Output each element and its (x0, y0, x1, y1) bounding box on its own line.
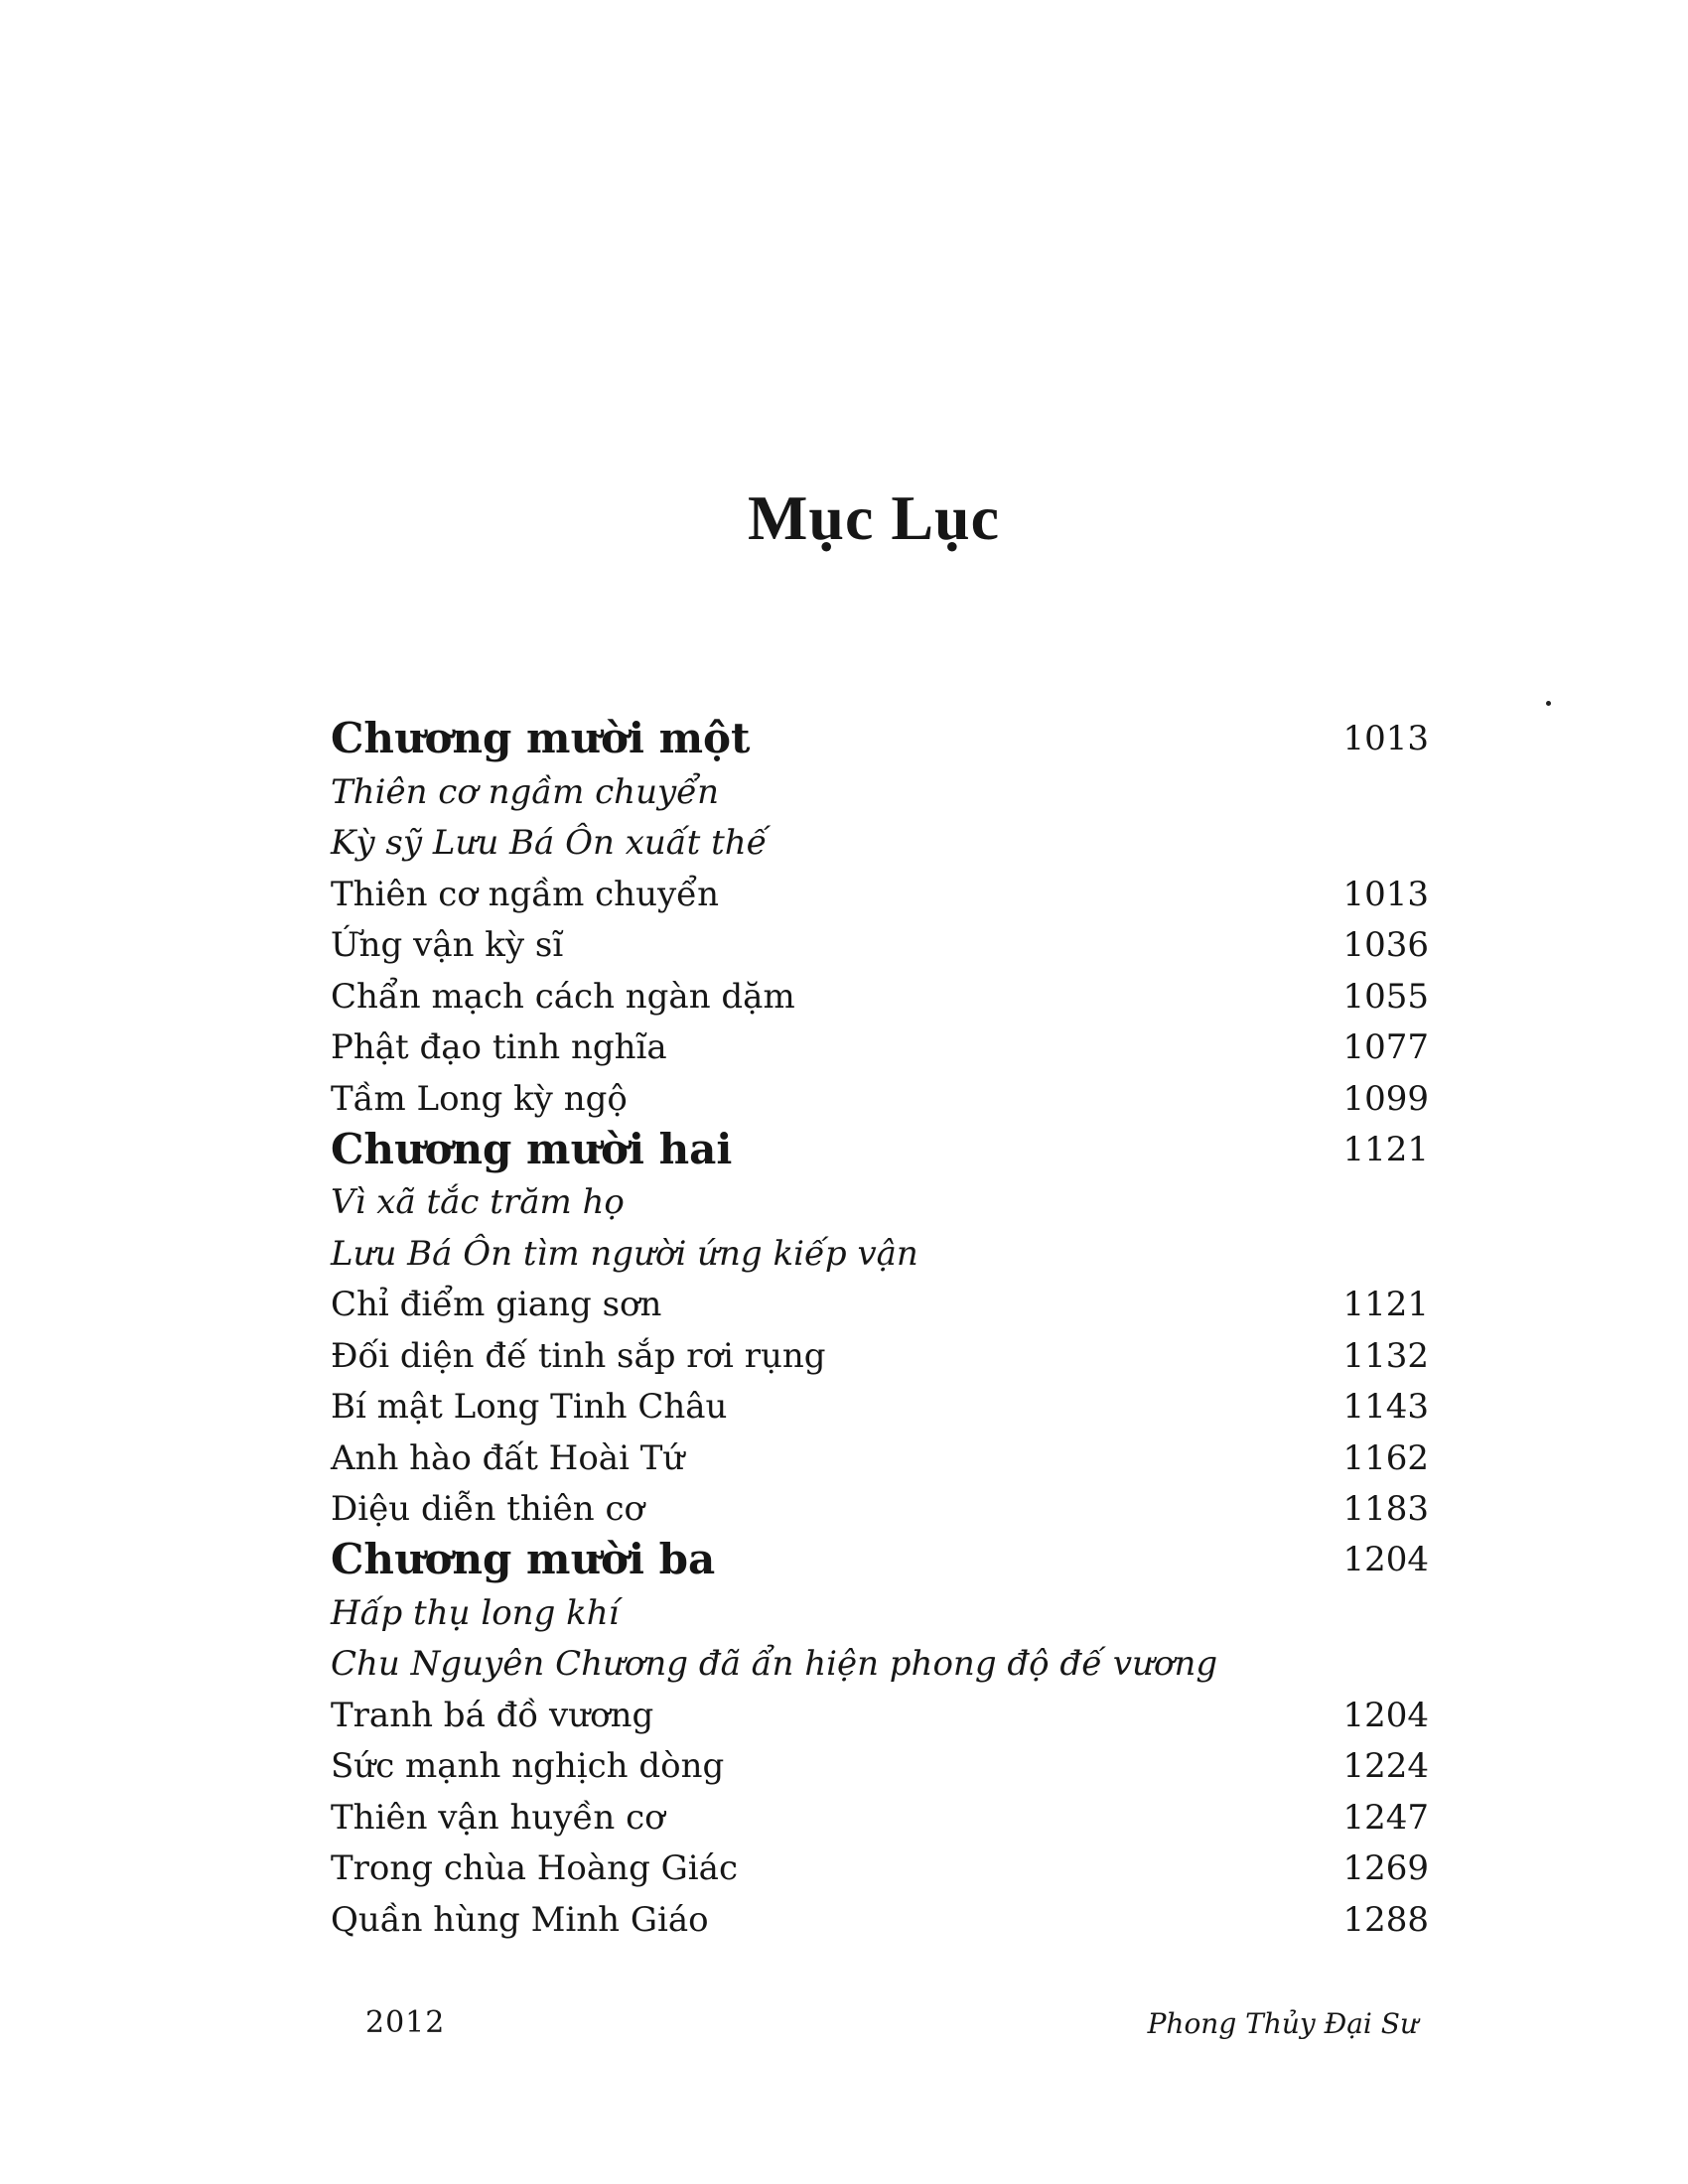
toc-entry-row (331, 1693, 1429, 1744)
toc-entry-page: 1269 (1342, 1848, 1429, 1888)
toc-entry-page: 1247 (1342, 1797, 1429, 1838)
toc-entry-title: Tầm Long kỳ ngộ (331, 1078, 628, 1119)
toc-entry-title: Chỉ điểm giang sơn (331, 1285, 662, 1324)
toc-entry-title: Sức mạnh nghịch dòng (331, 1746, 725, 1786)
toc-entry-row (331, 1744, 1429, 1796)
toc-entry-page: 1121 (1342, 1285, 1429, 1324)
toc-entry-row (331, 1487, 1429, 1539)
toc-entry-row (331, 1076, 1429, 1128)
table-of-contents (331, 714, 1429, 1949)
toc-entry-title: Tranh bá đồ vương (331, 1695, 654, 1735)
toc-entry-row (331, 1333, 1429, 1385)
toc-entry-row (331, 1435, 1429, 1487)
toc-entry-title: Diệu diễn thiên cơ (331, 1489, 644, 1529)
toc-entry-title: Phật đạo tinh nghĩa (331, 1027, 667, 1067)
toc-entry-page: 1077 (1342, 1027, 1429, 1067)
footer-page-number: 2012 (365, 2005, 446, 2040)
toc-entry-title: Trong chùa Hoàng Giác (331, 1848, 738, 1888)
toc-entry-page: 1204 (1342, 1540, 1429, 1579)
toc-entry-page: 1132 (1342, 1335, 1429, 1376)
toc-entry-title: Kỳ sỹ Lưu Bá Ôn xuất thế (331, 823, 768, 863)
toc-entry-row (331, 1025, 1429, 1077)
toc-entry-title: Lưu Bá Ôn tìm người ứng kiếp vận (331, 1233, 918, 1274)
toc-entry-page: 1055 (1342, 976, 1429, 1017)
toc-entry-page: 1183 (1342, 1489, 1429, 1529)
toc-entry-title: Vì xã tắc trăm họ (331, 1182, 625, 1222)
toc-entry-title: Đối diện đế tinh sắp rơi rụng (331, 1335, 826, 1376)
toc-subtitle-row (331, 821, 1429, 873)
toc-entry-page: 1013 (1342, 719, 1429, 758)
toc-entry-title: Chẩn mạch cách ngàn dặm (331, 976, 795, 1017)
toc-entry-row (331, 1795, 1429, 1846)
toc-entry-title: Chương mười hai (331, 1124, 733, 1173)
toc-chapter-row (331, 1124, 1429, 1180)
toc-entry-title: Hấp thụ long khí (331, 1592, 620, 1633)
toc-subtitle-row (331, 1231, 1429, 1283)
scan-speck (1546, 701, 1551, 706)
toc-entry-row (331, 872, 1429, 923)
toc-entry-row (331, 1283, 1429, 1334)
toc-entry-title: Quần hùng Minh Giáo (331, 1899, 709, 1940)
toc-entry-row (331, 974, 1429, 1025)
toc-entry-title: Thiên vận huyền cơ (331, 1797, 665, 1838)
toc-entry-row (331, 923, 1429, 975)
toc-entry-page: 1099 (1342, 1078, 1429, 1119)
footer-book-title: Phong Thủy Đại Sư (1147, 2007, 1418, 2040)
toc-subtitle-row (331, 1590, 1429, 1642)
toc-entry-row (331, 1897, 1429, 1949)
toc-entry-title: Thiên cơ ngầm chuyển (331, 874, 719, 914)
toc-entry-page: 1224 (1342, 1746, 1429, 1786)
toc-entry-title: Ứng vận kỳ sĩ (331, 925, 564, 965)
toc-entry-page: 1143 (1342, 1387, 1429, 1427)
toc-entry-page: 1288 (1342, 1899, 1429, 1940)
toc-entry-row (331, 1385, 1429, 1436)
toc-chapter-row (331, 714, 1429, 769)
toc-entry-page: 1204 (1342, 1695, 1429, 1735)
toc-entry-title: Chương mười ba (331, 1535, 716, 1583)
toc-subtitle-row (331, 1642, 1429, 1694)
toc-entry-title: Chu Nguyên Chương đã ẩn hiện phong độ đế vương (331, 1644, 1218, 1684)
toc-entry-row (331, 1846, 1429, 1898)
toc-entry-title: Thiên cơ ngầm chuyển (331, 771, 719, 812)
toc-chapter-row (331, 1535, 1429, 1590)
toc-entry-page: 1036 (1342, 925, 1429, 965)
toc-entry-page: 1121 (1342, 1129, 1429, 1169)
toc-entry-title: Chương mười một (331, 714, 751, 762)
toc-subtitle-row (331, 769, 1429, 821)
toc-entry-title: Bí mật Long Tinh Châu (331, 1387, 728, 1427)
page-title: Mục Lục (747, 482, 1001, 553)
toc-entry-page: 1162 (1342, 1437, 1429, 1478)
toc-subtitle-row (331, 1180, 1429, 1232)
toc-entry-page: 1013 (1342, 874, 1429, 914)
toc-entry-title: Anh hào đất Hoài Tứ (331, 1437, 685, 1478)
